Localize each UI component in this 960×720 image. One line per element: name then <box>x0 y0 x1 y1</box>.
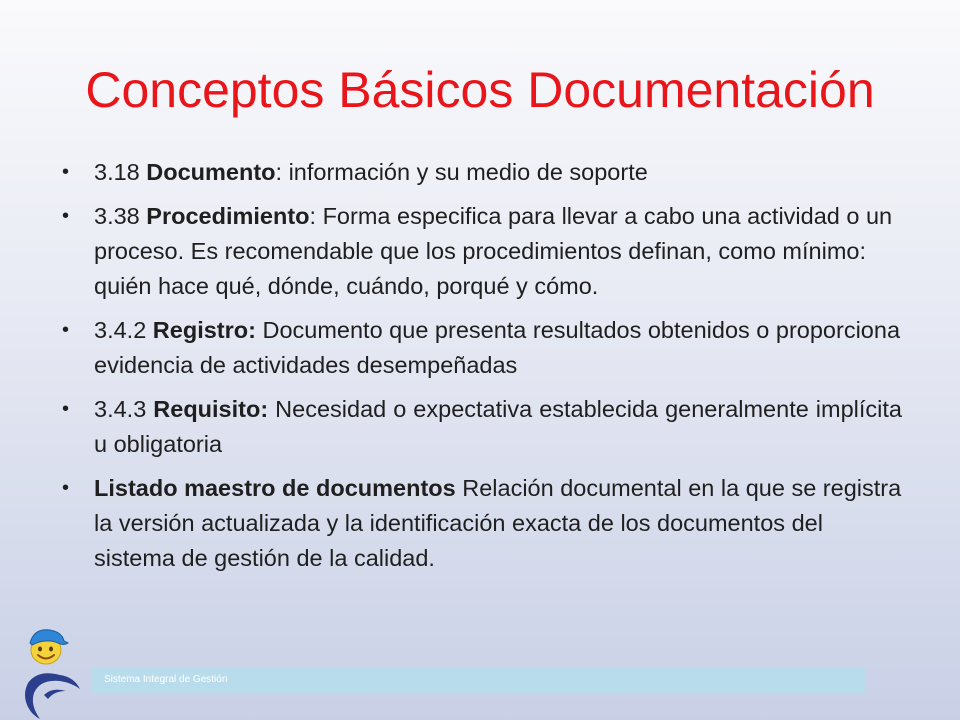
item-prefix: 3.4.2 <box>94 317 153 343</box>
bullet-icon: • <box>62 477 70 499</box>
slide-title: Conceptos Básicos Documentación <box>85 62 875 118</box>
bullet-icon: • <box>62 319 70 341</box>
list-item <box>62 392 902 462</box>
list-item <box>62 155 902 190</box>
footer-text: Sistema Integral de Gestión <box>104 674 228 685</box>
item-text: Necesidad o expectativa establecida generalmente implícita u obligatoria <box>94 396 902 457</box>
logo-icon <box>18 665 84 720</box>
bullet-icon: • <box>62 398 70 420</box>
bullet-icon: • <box>62 205 70 227</box>
list-item <box>62 471 902 576</box>
item-text: Documento que presenta resultados obtenidos o proporciona evidencia de actividades desempeñadas <box>94 317 901 378</box>
list-item <box>62 313 902 383</box>
item-term: Requisito: <box>153 396 269 422</box>
bullet-list <box>62 155 902 585</box>
item-text: : información y su medio de soporte <box>275 159 648 185</box>
footer-bar <box>92 667 866 693</box>
list-item <box>62 199 902 304</box>
item-prefix: 3.4.3 <box>94 396 154 422</box>
bullet-icon: • <box>62 161 70 183</box>
smiley-cap-icon <box>22 624 70 666</box>
item-term: Listado maestro de documentos <box>94 475 456 501</box>
item-term: Registro: <box>152 317 256 343</box>
item-prefix: 3.18 <box>94 159 147 185</box>
item-prefix: 3.38 <box>94 203 147 229</box>
item-text: Relación documental en la que se registra la versión actualizada y la identificación exacta de los documentos del sistema de gestión de la calidad. <box>94 475 902 571</box>
item-text: : Forma especifica para llevar a cabo una actividad o un proceso. Es recomendable que los procedimientos definan, como mínimo: quién hace qué, dónde, cuándo, porqué y cómo. <box>94 203 893 299</box>
item-term: Documento <box>146 159 276 185</box>
item-term: Procedimiento <box>146 203 310 229</box>
